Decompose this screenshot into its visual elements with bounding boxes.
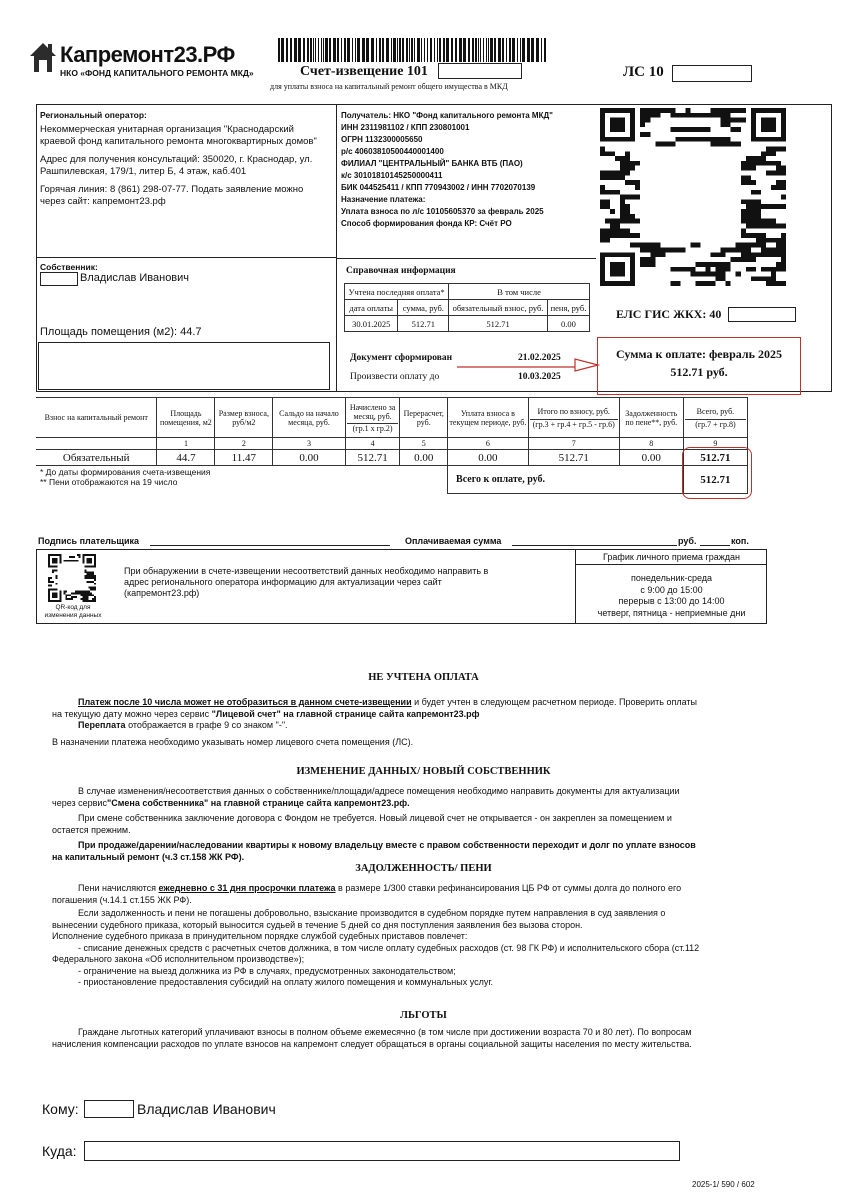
logo-house-icon — [28, 40, 58, 74]
num-cell: 7 — [528, 438, 619, 450]
sum-amount: 512.71 руб. — [670, 365, 728, 379]
s2-paragraph — [52, 786, 772, 863]
schedule-line: четверг, пятница - неприемные дни — [597, 607, 746, 618]
in-total-header: В том числе — [449, 284, 590, 300]
row-all: 512.71 — [683, 450, 747, 466]
recipient-line: Получатель: НКО "Фонд капитального ремонта МКД" — [341, 111, 553, 120]
table-row — [36, 450, 748, 466]
operator-line: Некоммерческая унитарная организация "Краснодарский — [40, 124, 294, 135]
s2-service: "Смена собственника" на главной странице сайта капремонт23.рф. — [106, 797, 410, 808]
s3-emph: ежедневно с 31 дня просрочки платежа — [158, 883, 336, 893]
pay-by-date: 10.03.2025 — [518, 372, 561, 382]
notes — [36, 466, 448, 494]
s4-text: начисления компенсации расходов по уплате взносов на капремонт следует обращаться в органы социальной защиты населения по месту жительства. — [52, 1038, 692, 1049]
h-charged — [345, 398, 400, 438]
logo-subtitle: НКО «ФОНД КАПИТАЛЬНОГО РЕМОНТА МКД» — [60, 68, 254, 78]
s4-text: Граждане льготных категорий уплачивают взносы в полном объеме ежемесячно (в том числе при достижении возраста 70 и 80 лет). По вопросам — [78, 1027, 692, 1037]
schedule-line: перерыв с 13:00 до 14:00 — [618, 596, 725, 606]
h-rate: Размер взноса, руб/м2 — [215, 398, 273, 438]
recipient-info — [341, 110, 596, 230]
kop-label: коп. — [731, 536, 749, 546]
formed-date: 21.02.2025 — [518, 353, 561, 363]
divider — [336, 104, 337, 392]
row-balance: 0.00 — [273, 450, 345, 466]
s2-text: При смене собственника заключение договора с Фондом не требуется. Новый лицевой счет не открывается - он закреплен за помещением и — [78, 813, 672, 823]
pay-by-label: Произвести оплату до — [350, 372, 440, 382]
recipient-line: БИК 044525411 / КПП 770943002 / ИНН 7702070139 — [341, 183, 536, 192]
divider — [576, 564, 767, 565]
sum-period: Сумма к оплате: февраль 2025 — [616, 347, 782, 361]
s3-text: в размере 1/300 ставки рефинансирования ЦБ РФ от суммы долга до полного его — [335, 883, 682, 893]
redacted-address — [84, 1141, 680, 1161]
row-rate: 11.47 — [215, 450, 273, 466]
recipient-line: ИНН 2311981102 / КПП 230801001 — [341, 123, 470, 132]
owner-label: Собственник: — [40, 262, 98, 272]
s2-text: остается прежним. — [52, 824, 131, 835]
redacted-number — [438, 63, 522, 79]
row-recalc: 0.00 — [400, 450, 448, 466]
paid-sum-line — [512, 545, 677, 546]
barcode — [278, 38, 548, 62]
document-title: Счет-извещение 101 — [300, 64, 428, 79]
s1-paragraph — [52, 697, 772, 748]
col-sum: сумма, руб. — [398, 300, 449, 316]
h-recalc: Перерасчет, руб. — [400, 398, 448, 438]
operator-line: через сайт: капремонт23.рф — [40, 196, 166, 207]
s3-text: Федерального закона «Об исполнительном производстве»); — [52, 954, 305, 964]
qr-caption: QR-код для изменения данных — [44, 604, 102, 619]
recipient-line: ОГРН 1132300005650 — [341, 135, 423, 144]
h-paid: Уплата взноса в текущем периоде, руб. — [448, 398, 529, 438]
s1-service: "Лицевой счет" на главной странице сайта капремонт23.рф — [211, 708, 480, 719]
num-cell: 3 — [273, 438, 345, 450]
s3-text: погашения (ч.14.1 ст.155 ЖК РФ). — [52, 894, 192, 905]
to-name: Владислав Иванович — [137, 1101, 276, 1117]
s1-text: В назначении платежа необходимо указывать номер лицевого счета помещения (ЛС). — [52, 736, 414, 747]
h-debt: Задолженность по пене**, руб. — [619, 398, 683, 438]
h-all-formula: (гр.7 + гр.8) — [685, 419, 746, 429]
s1-text: на текущую дату можно через сервис — [52, 708, 212, 719]
recipient-line: Назначение платежа: — [341, 195, 426, 204]
payment-mandatory: 512.71 — [449, 316, 548, 332]
recipient-line: р/с 40603810500440001400 — [341, 147, 444, 156]
paid-sum-label: Оплачиваемая сумма — [405, 536, 502, 546]
section-title-benefits: ЛЬГОТЫ — [400, 1010, 447, 1021]
num-cell — [36, 438, 157, 450]
h-area: Площадь помещения, м2 — [157, 398, 215, 438]
redacted-address — [38, 342, 330, 390]
els-label: ЕЛС ГИС ЖКХ: 40 — [616, 307, 722, 321]
to-label: Кому: — [42, 1101, 79, 1117]
note-2: ** Пени отображаются на 19 число — [40, 477, 178, 487]
s1-text: отображается в графе 9 со знаком "-". — [125, 720, 288, 730]
total-label: Всего к оплате, руб. — [448, 466, 684, 494]
s2-emph: на капитальный ремонт (ч.3 ст.158 ЖК РФ). — [52, 851, 245, 862]
s2-emph: При продаже/дарении/наследовании квартиры к новому владельцу вместе с правом собственности переходит и долг по уплате взносов — [78, 840, 696, 850]
h-charged-text: Начислено за месяц, руб. — [349, 402, 396, 421]
schedule-list — [576, 573, 767, 619]
recipient-line: Уплата взноса по л/с 10105605370 за февраль 2025 — [341, 207, 544, 216]
row-charged: 512.71 — [345, 450, 400, 466]
recipient-line: Способ формирования фонда КР: Счёт РО — [341, 219, 512, 228]
s3-text: Пени начисляются — [78, 883, 159, 893]
h-all — [683, 398, 747, 438]
logo-title: Капремонт23.РФ — [60, 42, 235, 67]
s3-text: - приостановление предоставления субсидий на оплату жилого помещения и коммунальных услуг. — [78, 977, 494, 987]
last-payment-header: Учтена последняя оплата* — [345, 284, 449, 300]
h-total — [528, 398, 619, 438]
schedule-title: График личного приема граждан — [603, 552, 740, 562]
redacted-account — [672, 65, 752, 82]
owner-name: Владислав Иванович — [80, 272, 190, 284]
notice-text: При обнаружении в счете-извещении несоответствий данных необходимо направить в адрес регионального оператора информацию для актуализации через сайт (капремонт23.рф) — [124, 566, 489, 598]
s1-emph: Платеж после 10 числа может не отобразиться в данном счете-извещении — [78, 697, 412, 707]
redacted-surname — [40, 272, 78, 286]
redacted-els — [728, 307, 796, 322]
section-title-change: ИЗМЕНЕНИЕ ДАННЫХ/ НОВЫЙ СОБСТВЕННИК — [296, 766, 551, 777]
num-cell: 8 — [619, 438, 683, 450]
num-cell: 5 — [400, 438, 448, 450]
signature-label: Подпись плательщика — [38, 536, 140, 546]
signature-line — [150, 545, 390, 546]
s1-text: и будет учтен в следующем расчетном периоде. Проверить оплаты — [411, 697, 698, 707]
divider — [36, 257, 336, 258]
h-balance: Сальдо на начало месяца, руб. — [273, 398, 345, 438]
operator-line: Рашпилевская, 179/1, литер Б, 4 этаж, каб.401 — [40, 166, 247, 177]
row-type: Обязательный — [36, 450, 157, 466]
num-cell: 2 — [215, 438, 273, 450]
col-date: дата оплаты — [345, 300, 398, 316]
where-label: Куда: — [42, 1143, 77, 1159]
row-total: 512.71 — [528, 450, 619, 466]
s3-text: Исполнение судебного приказа в принудительном порядке службой судебных приставов повлечет: — [52, 931, 468, 941]
qr-code — [600, 108, 786, 286]
sprav-table — [344, 283, 590, 332]
total-value: 512.71 — [683, 466, 747, 494]
charges-table — [36, 397, 748, 494]
kop-line — [700, 545, 730, 546]
qr-code-small — [48, 554, 96, 602]
schedule-line: понедельник-среда — [630, 573, 713, 583]
payment-sum: 512.71 — [398, 316, 449, 332]
num-cell: 6 — [448, 438, 529, 450]
document-code: 2025-1/ 590 / 602 — [692, 1180, 755, 1189]
section-title-payment: НЕ УЧТЕНА ОПЛАТА — [368, 672, 479, 683]
s1-overpay: Переплата — [78, 720, 126, 730]
operator-line: Адрес для получения консультаций: 350020, г. Краснодар, ул. — [40, 154, 313, 165]
h-all-text: Всего, руб. — [696, 406, 735, 416]
sum-box — [597, 337, 801, 395]
recipient-line: к/с 30101810145250000411 — [341, 171, 443, 180]
formed-label: Документ сформирован — [350, 353, 453, 363]
account-label: ЛС 10 — [623, 64, 664, 80]
note-1: * До даты формирования счета-извещения — [40, 467, 211, 477]
h-total-text: Итого по взносу, руб. — [537, 406, 610, 416]
payment-penalty: 0.00 — [547, 316, 589, 332]
schedule-line: с 9:00 до 15:00 — [640, 584, 703, 595]
s3-paragraph — [52, 883, 772, 989]
sprav-title: Справочная информация — [346, 266, 456, 276]
row-area: 44.7 — [157, 450, 215, 466]
s2-text: через сервис — [52, 797, 107, 808]
row-debt: 0.00 — [619, 450, 683, 466]
h-charged-formula: (гр.1 х гр.2) — [347, 423, 399, 433]
row-paid: 0.00 — [448, 450, 529, 466]
operator-line: Горячая линия: 8 (861) 298-07-77. Подать заявление можно — [40, 184, 304, 195]
col-mandatory: обязательный взнос, руб. — [449, 300, 548, 316]
s2-text: В случае изменения/несоответствия данных о собственнике/площади/адресе помещения необходимо направить документы для актуализации — [78, 786, 680, 796]
col-penalty: пеня, руб. — [547, 300, 589, 316]
operator-heading: Региональный оператор: — [40, 110, 147, 120]
owner-area: Площадь помещения (м2): 44.7 — [40, 326, 202, 338]
num-cell: 4 — [345, 438, 400, 450]
num-cell: 9 — [683, 438, 747, 450]
highlight-oval — [682, 447, 752, 499]
operator-line: краевой фонд капитального ремонта многоквартирных домов" — [40, 136, 317, 147]
rub-label: руб. — [678, 536, 697, 546]
section-title-debt: ЗАДОЛЖЕННОСТЬ/ ПЕНИ — [355, 863, 492, 874]
s3-text: вынесении судебного приказа, который выносится судьей в течение 5 дней со дня поступления заявления без вызова сторон. — [52, 919, 583, 930]
h-total-formula: (гр.3 + гр.4 + гр.5 - гр.6) — [530, 419, 618, 429]
document-subtitle: для уплаты взноса на капитальный ремонт общего имущества в МКД — [270, 82, 508, 91]
payment-date: 30.01.2025 — [345, 316, 398, 332]
divider — [336, 258, 596, 259]
h-type: Взнос на капитальный ремонт — [36, 398, 157, 438]
recipient-line: ФИЛИАЛ "ЦЕНТРАЛЬНЫЙ" БАНКА ВТБ (ПАО) — [341, 159, 523, 168]
s3-text: - ограничение на выезд должника из РФ в случаях, предусмотренных законодательством; — [78, 965, 456, 976]
redacted-surname — [84, 1100, 134, 1118]
s3-text: Если задолженность и пени не погашены добровольно, взыскание производится в судебном порядке путем направления в суд заявления о — [78, 908, 666, 918]
s3-text: - списание денежных средств с расчетных счетов должника, в том числе оплату судебных расходов (ст. 98 ГК РФ) и исполнительского сбора (ст.112 — [78, 942, 700, 953]
operator-info — [40, 124, 335, 208]
num-cell: 1 — [157, 438, 215, 450]
s4-paragraph — [52, 1027, 772, 1050]
arrow-icon — [455, 355, 600, 373]
